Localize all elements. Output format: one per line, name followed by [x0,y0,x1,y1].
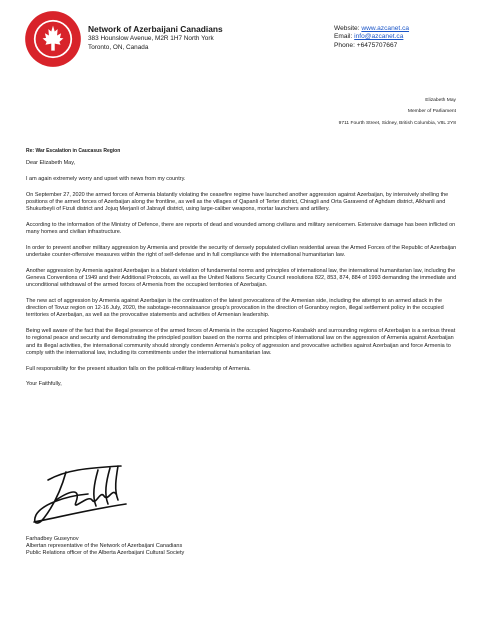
body-paragraph: In order to prevent another military aggression by Armenia and provide the security of densely populated civilian residential areas the Armed Forces of the Republic of Azerbaijan undertake counter-offensive measures within the right of self-defense and in full compliance with the international humanitarian law. [26,244,457,258]
email-label: Email: [334,33,353,41]
subject-line: Re: War Escalation in Caucasus Region [26,148,121,154]
phone-row [334,42,409,50]
salutation: Dear Elizabeth May, [26,160,76,166]
body-paragraph: Another aggression by Armenia against Azerbaijan is a blatant violation of fundamental norms and principles of international law, the international humanitarian law, including the Geneva Conventions of 1949 and their Additional Protocols, as well as the United Nations Security Council resolutions 822, 853, 874, 884 of 1993 demanding the immediate and unconditional withdrawal of the armed forces of Armenia from the occupied territories of Azerbaijan. [26,267,457,289]
body-paragraph: According to the information of the Ministry of Defence, there are reports of dead and wounded among civilians and military servicemen. Extensive damage has been inflicted on many homes and civilian infrastructure. [26,221,456,235]
organization-logo [24,10,82,68]
recipient-name: Elizabeth May [425,98,456,103]
website-row [334,25,409,33]
body-paragraph: On September 27, 2020 the armed forces of Armenia blatantly violating the ceasefire regime have launched another aggression against Azerbaijan, by intensively shelling the positions of the armed forces of Azerbaijan along the frontline, as well as the villages of Qapanli of Terter district, Chiragli and Orta Garavend of Aghdam district, Alkhanli and Shukurbeyli of Fizuli district and Jojuq Merjanli of Jabrayil district, using large-caliber weapons, mortar launchers and artillery. [26,191,449,212]
email-link[interactable]: info@azcanet.ca [354,33,404,41]
signer-block [26,536,184,558]
recipient-block [339,95,456,129]
website-link[interactable]: www.azcanet.ca [361,25,410,32]
website-label: Website: [334,25,360,32]
org-name: Network of Azerbaijani Canadians [88,24,223,34]
signer-role-1: Albertan representative of the Network of Azerbaijani Canadians [26,543,183,550]
address-line-2: Toronto, ON, Canada [88,43,149,51]
letter-body [26,160,460,397]
body-paragraph: I am again extremely worry and upset with news from my country. [26,175,186,182]
letterhead-contact [334,25,409,50]
address-line-1: 383 Hounslow Avenue, M2R 1H7 North York [88,35,214,42]
signer-name: Farhadbey Guseynov [26,536,79,542]
recipient-title: Member of Parliament [407,109,456,115]
signer-role-2: Public Relations officer of the Alberta Azerbaijani Cultural Society [26,550,185,557]
letterhead-org [88,24,223,52]
body-paragraph: Full responsibility for the present situation falls on the political-military leadership of Armenia. [26,365,251,372]
body-paragraph: The new act of aggression by Armenia against Azerbaijan is the continuation of the latest provocations of the Armenian side, including the attempt to an armed attack in the direction of Tovuz region on 12-16 July, 2020, the sabotage-reconnaissance group’s provocation in the direction of Goranboy region, illegal settlement policy in the occupied territories of Azerbaijan, as well as the provocative statements and activities of Armenian leadership. [26,298,444,319]
closing: Your Faithfully, [26,381,62,388]
recipient-address: 9711 Fourth Street, Sidney, British Columbia, V8L 2Y8 [338,120,456,126]
phone-label: Phone: [334,41,355,49]
body-paragraph: Being well aware of the fact that the illegal presence of the armed forces of Armenia in the occupied Nagorno-Karabakh and surrounding regions of Azerbaijan is a serious threat to regional peace and security and demonstrating the principled position based on the norms and principles of international law on the aggression of Armenia against Azerbaijan and its illegal activities, the international community should strongly condemn Armenia’s policy of aggression and provocative activities against Azerbaijan and force Armenia to comply with the international law, including its commitments under the international humanitarian law. [26,328,456,356]
email-row [334,33,409,41]
phone-number: +6475707667 [356,41,398,49]
handwritten-signature [26,460,146,530]
